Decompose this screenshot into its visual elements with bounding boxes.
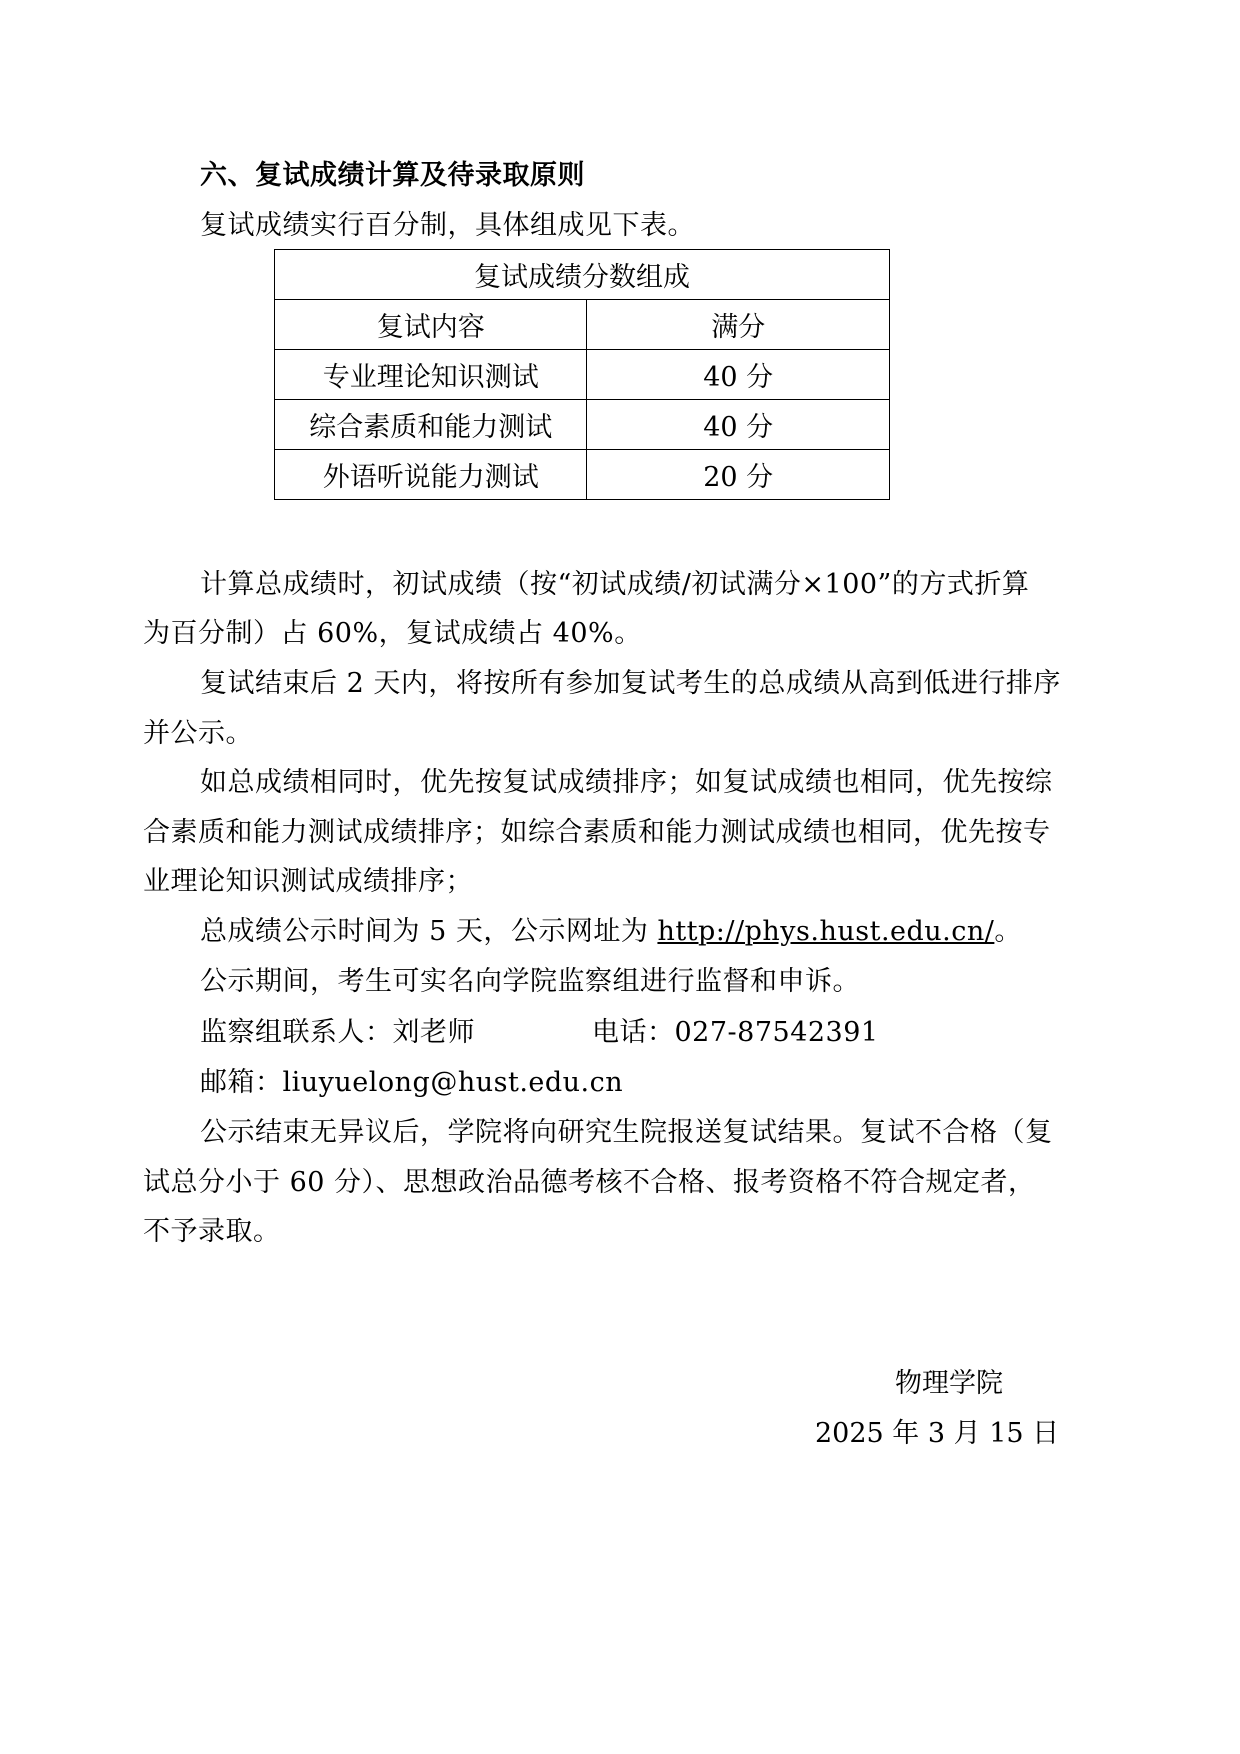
table-header-row [275,300,890,350]
paragraph-line: 公示期间，考生可实名向学院监察组进行监督和申诉。 [200,966,860,997]
paragraph-line: 不予录取。 [143,1216,281,1247]
contact-email: 邮箱：liuyuelong@hust.edu.cn [200,1067,624,1098]
paragraph-line: 并公示。 [143,718,253,749]
signature-org: 物理学院 [895,1368,1003,1399]
table-row [275,450,890,500]
table-cell-score: 40 分 [587,350,890,400]
signature-date: 2025 年 3 月 15 日 [815,1418,1060,1449]
table-row [275,350,890,400]
table-caption: 复试成绩分数组成 [275,250,890,300]
table-cell-score: 20 分 [587,450,890,500]
table-cell-content: 综合素质和能力测试 [275,400,587,450]
paragraph-line: 计算总成绩时，初试成绩（按“初试成绩/初试满分×100”的方式折算 [200,569,1030,600]
score-composition-table [274,249,890,500]
contact-person: 监察组联系人：刘老师 [200,1017,475,1048]
table-cell-content: 专业理论知识测试 [275,350,587,400]
publicity-text: 总成绩公示时间为 5 天，公示网址为 [200,916,658,947]
paragraph-line: 业理论知识测试成绩排序； [143,866,473,897]
table-cell-score: 40 分 [587,400,890,450]
publicity-suffix: 。 [994,916,1022,947]
table-cell-content: 外语听说能力测试 [275,450,587,500]
table-header-fullscore: 满分 [587,300,890,350]
publicity-url-link[interactable]: http://phys.hust.edu.cn/ [657,916,995,947]
table-header-content: 复试内容 [275,300,587,350]
paragraph-line: 为百分制）占 60%，复试成绩占 40%。 [143,618,642,649]
publicity-line [200,914,1022,950]
paragraph-line: 复试结束后 2 天内，将按所有参加复试考生的总成绩从高到低进行排序 [200,668,1061,699]
section-heading: 六、复试成绩计算及待录取原则 [200,160,585,191]
paragraph-line: 公示结束无异议后，学院将向研究生院报送复试结果。复试不合格（复 [200,1117,1053,1148]
intro-text: 复试成绩实行百分制，具体组成见下表。 [200,210,695,241]
paragraph-line: 试总分小于 60 分）、思想政治品德考核不合格、报考资格不符合规定者， [143,1167,1036,1198]
table-caption-row [275,250,890,300]
table-row [275,400,890,450]
paragraph-line: 合素质和能力测试成绩排序；如综合素质和能力测试成绩也相同，优先按专 [143,817,1051,848]
contact-phone: 电话：027-87542391 [592,1017,879,1048]
paragraph-line: 如总成绩相同时，优先按复试成绩排序；如复试成绩也相同，优先按综 [200,767,1053,798]
